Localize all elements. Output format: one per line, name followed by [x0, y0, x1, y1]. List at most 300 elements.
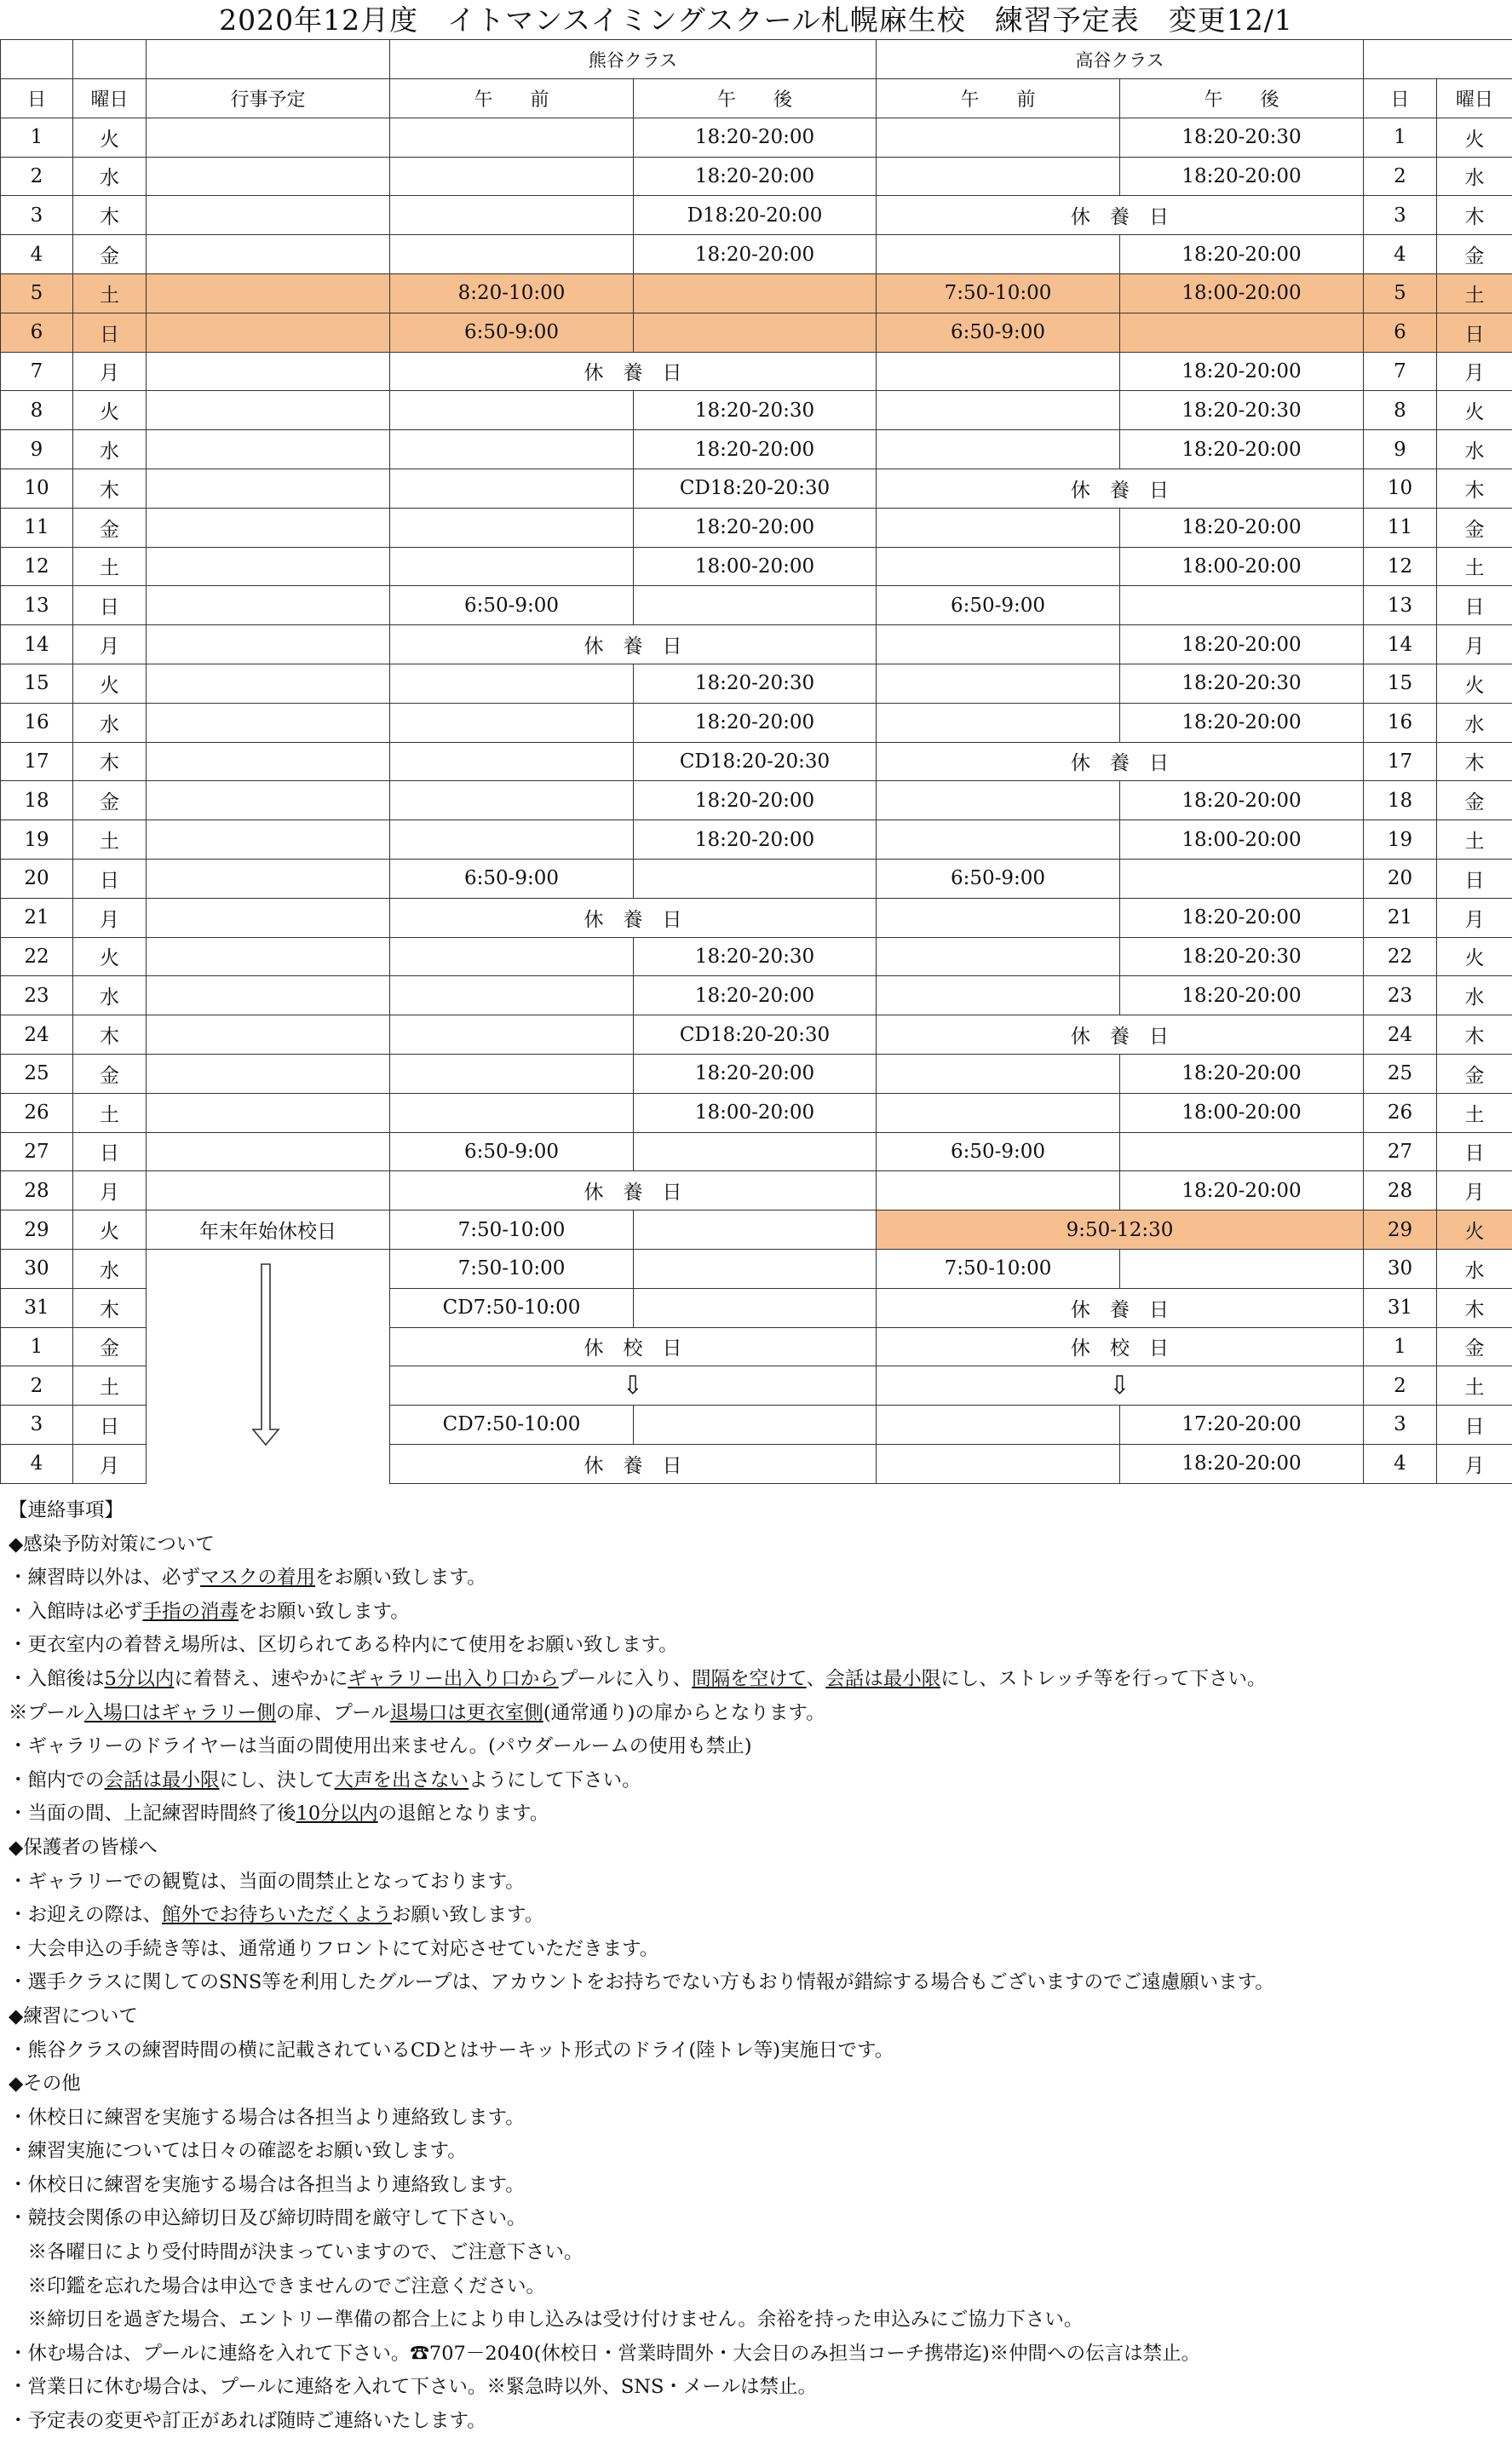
takaya-am-cell: [877, 118, 1120, 157]
schedule-row: [1, 1054, 1512, 1093]
note-line: [9, 1899, 1503, 1933]
kumagaya-am-cell: 7:50-10:00: [390, 1249, 634, 1288]
day-cell-right: 23: [1364, 976, 1437, 1015]
day-cell: 1: [1, 118, 73, 157]
takaya-pm-cell: 18:20-20:00: [1120, 625, 1364, 664]
kumagaya-span-cell: 休 養 日: [390, 625, 877, 664]
note-emphasis: 間隔を空けて: [692, 1667, 807, 1690]
note-line: [9, 2371, 1503, 2405]
day-cell-right: 14: [1364, 625, 1437, 664]
note-line: [9, 2236, 1503, 2270]
day-cell: 2: [1, 157, 73, 196]
day-cell-right: 9: [1364, 430, 1437, 469]
weekday-cell-right: 水: [1437, 430, 1512, 469]
event-cell: [147, 1054, 390, 1093]
note-text: に着替え、速やかに: [174, 1667, 348, 1690]
note-emphasis: 大声を出さない: [334, 1768, 469, 1791]
day-cell-right: 12: [1364, 547, 1437, 586]
weekday-cell-right: 火: [1437, 118, 1512, 157]
header-kumagaya-pm: 午 後: [634, 79, 877, 118]
event-cell: [147, 352, 390, 391]
kumagaya-am-cell: 6:50-9:00: [390, 313, 634, 352]
weekday-cell: 木: [73, 469, 147, 508]
note-text: ※印鑑を忘れた場合は申込できませんのでご注意ください。: [9, 2274, 546, 2297]
weekday-cell-right: 火: [1437, 937, 1512, 976]
weekday-cell: 金: [73, 235, 147, 274]
note-text: の退館となります。: [377, 1803, 549, 1826]
note-text: ・休校日に練習を実施する場合は各担当より連絡致します。: [9, 2106, 525, 2129]
schedule-table: [0, 39, 1512, 1484]
takaya-pm-cell: 18:00-20:00: [1120, 547, 1364, 586]
schedule-row: [1, 586, 1512, 625]
takaya-am-cell: [877, 430, 1120, 469]
takaya-pm-cell: 18:20-20:00: [1120, 781, 1364, 820]
kumagaya-pm-cell: 18:20-20:30: [634, 937, 877, 976]
takaya-am-cell: 6:50-9:00: [877, 586, 1120, 625]
note-text: ・予定表の変更や訂正があれば随時ご連絡いたします。: [9, 2410, 486, 2433]
takaya-am-cell: 6:50-9:00: [877, 313, 1120, 352]
note-line: [9, 1697, 1503, 1731]
kumagaya-am-cell: [390, 391, 634, 430]
weekday-cell: 火: [73, 937, 147, 976]
kumagaya-am-cell: [390, 508, 634, 547]
event-cell: [147, 859, 390, 898]
note-emphasis: マスクの着用: [200, 1567, 316, 1590]
takaya-highlight-cell: 9:50-12:30: [877, 1210, 1364, 1250]
takaya-am-cell: [877, 664, 1120, 703]
note-text: にし、ストレッチ等を行って下さい。: [940, 1667, 1267, 1690]
kumagaya-pm-cell: [634, 1406, 877, 1445]
note-line: [9, 1561, 1503, 1596]
kumagaya-pm-cell: 18:20-20:00: [634, 157, 877, 196]
weekday-cell-right: 月: [1437, 352, 1512, 391]
schedule-row: [1, 547, 1512, 586]
day-cell: 19: [1, 820, 73, 860]
day-cell-right: 18: [1364, 781, 1437, 820]
weekday-cell-right: 月: [1437, 1171, 1512, 1210]
weekday-cell-right: 木: [1437, 742, 1512, 781]
kumagaya-span-cell: 休 養 日: [390, 1444, 877, 1483]
takaya-pm-cell: 17:20-20:00: [1120, 1406, 1364, 1445]
day-cell: 28: [1, 1171, 73, 1210]
kumagaya-am-cell: [390, 937, 634, 976]
day-cell-right: 3: [1364, 196, 1437, 235]
takaya-pm-cell: 18:20-20:30: [1120, 118, 1364, 157]
weekday-cell: 木: [73, 742, 147, 781]
weekday-cell-right: 水: [1437, 157, 1512, 196]
takaya-span-cell: 休 養 日: [877, 196, 1364, 235]
note-text: ・ギャラリーでの観覧は、当面の間禁止となっております。: [9, 1870, 525, 1893]
kumagaya-pm-cell: [634, 1249, 877, 1288]
weekday-cell: 水: [73, 430, 147, 469]
day-cell: 23: [1, 976, 73, 1015]
takaya-pm-cell: 18:00-20:00: [1120, 820, 1364, 860]
day-cell: 16: [1, 703, 73, 742]
schedule-row: [1, 157, 1512, 196]
header-day: 日: [1, 79, 73, 118]
schedule-row: [1, 469, 1512, 508]
kumagaya-pm-cell: 18:20-20:30: [634, 664, 877, 703]
weekday-cell-right: 日: [1437, 313, 1512, 352]
takaya-pm-cell: 18:00-20:00: [1120, 273, 1364, 313]
weekday-cell: 火: [73, 118, 147, 157]
note-text: ※各曜日により受付時間が決まっていますので、ご注意下さい。: [9, 2241, 584, 2264]
note-emphasis: 入場口はギャラリー側: [83, 1701, 276, 1724]
takaya-am-cell: [877, 820, 1120, 860]
kumagaya-span-cell: [390, 1366, 877, 1406]
down-arrow-icon: [251, 1262, 280, 1446]
takaya-pm-cell: 18:20-20:00: [1120, 1054, 1364, 1093]
weekday-cell: 水: [73, 976, 147, 1015]
takaya-am-cell: 7:50-10:00: [877, 273, 1120, 313]
event-cell: [147, 1015, 390, 1055]
takaya-am-cell: [877, 976, 1120, 1015]
takaya-pm-cell: 18:20-20:00: [1120, 508, 1364, 547]
kumagaya-span-cell: 休 養 日: [390, 898, 877, 937]
event-cell: [147, 235, 390, 274]
note-text: ・更衣室内の着替え場所は、区切られてある枠内にて使用をお願い致します。: [9, 1634, 678, 1657]
kumagaya-pm-cell: [634, 859, 877, 898]
takaya-span-cell: [877, 1366, 1364, 1406]
schedule-row: [1, 1327, 1512, 1366]
weekday-cell: 月: [73, 352, 147, 391]
note-line: [9, 1966, 1503, 2000]
takaya-am-cell: [877, 547, 1120, 586]
takaya-am-cell: [877, 508, 1120, 547]
kumagaya-am-cell: 6:50-9:00: [390, 586, 634, 625]
takaya-am-cell: [877, 898, 1120, 937]
note-text: の扉、プール: [275, 1701, 390, 1724]
takaya-pm-cell: 18:20-20:00: [1120, 703, 1364, 742]
note-line: [9, 2067, 1503, 2102]
takaya-span-cell: 休 養 日: [877, 469, 1364, 508]
day-cell-right: 6: [1364, 313, 1437, 352]
weekday-cell-right: 金: [1437, 781, 1512, 820]
schedule-row: [1, 273, 1512, 313]
kumagaya-am-cell: 6:50-9:00: [390, 1132, 634, 1171]
day-cell: 31: [1, 1288, 73, 1327]
day-cell-right: 22: [1364, 937, 1437, 976]
note-emphasis: 手指の消毒: [142, 1600, 239, 1623]
event-cell: [147, 742, 390, 781]
day-cell-right: 31: [1364, 1288, 1437, 1327]
note-line: [9, 1764, 1503, 1798]
event-cell: [147, 820, 390, 860]
note-text: ・大会申込の手続き等は、通常通りフロントにて対応させていただきます。: [9, 1937, 659, 1960]
takaya-pm-cell: [1120, 1249, 1364, 1288]
takaya-am-cell: [877, 391, 1120, 430]
day-cell: 4: [1, 1444, 73, 1483]
event-cell: [147, 976, 390, 1015]
note-text: ・練習時以外は、必ず: [9, 1567, 201, 1590]
event-cell: [147, 625, 390, 664]
note-line: [9, 2034, 1503, 2068]
takaya-pm-cell: 18:20-20:00: [1120, 157, 1364, 196]
weekday-cell-right: 水: [1437, 703, 1512, 742]
weekday-cell: 金: [73, 781, 147, 820]
weekday-cell-right: 日: [1437, 586, 1512, 625]
note-text: ・館内での: [9, 1768, 105, 1791]
weekday-cell-right: 月: [1437, 1444, 1512, 1483]
note-text: ・お迎えの際は、: [9, 1904, 163, 1927]
takaya-am-cell: [877, 352, 1120, 391]
weekday-cell: 火: [73, 664, 147, 703]
schedule-row: [1, 118, 1512, 157]
weekday-cell: 日: [73, 1406, 147, 1445]
takaya-span-cell: 休 養 日: [877, 1288, 1364, 1327]
page-title: 2020年12月度 イトマンスイミングスクール札幌麻生校 練習予定表 変更12/1: [219, 3, 1293, 37]
day-cell: 15: [1, 664, 73, 703]
note-text: ◆その他: [9, 2073, 81, 2096]
event-cell: [147, 937, 390, 976]
day-cell-right: 11: [1364, 508, 1437, 547]
takaya-span-cell: 休 養 日: [877, 1015, 1364, 1055]
weekday-cell: 木: [73, 196, 147, 235]
event-cell: [147, 1444, 390, 1483]
kumagaya-pm-cell: [634, 313, 877, 352]
note-text: ・競技会関係の申込締切日及び締切時間を厳守して下さい。: [9, 2207, 526, 2230]
weekday-cell-right: 水: [1437, 1249, 1512, 1288]
day-cell: 6: [1, 313, 73, 352]
note-text: をお願い致します。: [315, 1567, 486, 1590]
schedule-row: [1, 391, 1512, 430]
takaya-am-cell: [877, 235, 1120, 274]
note-text: ◆保護者の皆様へ: [9, 1836, 158, 1859]
day-cell-right: 29: [1364, 1210, 1437, 1250]
weekday-cell: 水: [73, 157, 147, 196]
weekday-cell: 土: [73, 547, 147, 586]
weekday-cell-right: 水: [1437, 976, 1512, 1015]
schedule-row: [1, 430, 1512, 469]
note-text: ※プール: [9, 1701, 84, 1724]
header-event: 行事予定: [147, 79, 390, 118]
note-line: [9, 1494, 1503, 1528]
kumagaya-pm-cell: [634, 1210, 877, 1250]
header-kumagaya-am: 午 前: [390, 79, 634, 118]
day-cell-right: 13: [1364, 586, 1437, 625]
weekday-cell-right: 月: [1437, 625, 1512, 664]
weekday-cell-right: 金: [1437, 235, 1512, 274]
note-text: ・入館時は必ず: [9, 1600, 143, 1623]
day-cell-right: 1: [1364, 118, 1437, 157]
day-cell: 8: [1, 391, 73, 430]
day-cell: 1: [1, 1327, 73, 1366]
event-cell: [147, 1093, 390, 1132]
takaya-am-cell: [877, 1171, 1120, 1210]
note-text: ようにして下さい。: [469, 1768, 641, 1791]
kumagaya-pm-cell: 18:20-20:30: [634, 391, 877, 430]
day-cell: 13: [1, 586, 73, 625]
day-cell-right: 30: [1364, 1249, 1437, 1288]
weekday-cell: 金: [73, 1054, 147, 1093]
event-cell: [147, 157, 390, 196]
day-cell: 5: [1, 273, 73, 313]
down-arrow-icon: ⇩: [1108, 1370, 1131, 1400]
kumagaya-pm-cell: 18:20-20:00: [634, 1054, 877, 1093]
day-cell: 17: [1, 742, 73, 781]
day-cell-right: 24: [1364, 1015, 1437, 1055]
day-cell: 26: [1, 1093, 73, 1132]
takaya-pm-cell: 18:20-20:00: [1120, 1444, 1364, 1483]
kumagaya-am-cell: 8:20-10:00: [390, 273, 634, 313]
kumagaya-am-cell: [390, 742, 634, 781]
takaya-am-cell: [877, 781, 1120, 820]
note-line: [9, 2270, 1503, 2304]
kumagaya-pm-cell: [634, 273, 877, 313]
day-cell-right: 16: [1364, 703, 1437, 742]
takaya-am-cell: [877, 703, 1120, 742]
weekday-cell-right: 土: [1437, 547, 1512, 586]
weekday-cell-right: 日: [1437, 1406, 1512, 1445]
note-text: ・営業日に休む場合は、プールに連絡を入れて下さい。※緊急時以外、SNS・メールは禁止。: [9, 2376, 817, 2399]
note-emphasis: ギャラリー出入り口から: [348, 1667, 559, 1690]
schedule-row: [1, 976, 1512, 1015]
weekday-cell: 水: [73, 703, 147, 742]
note-text: ◆感染予防対策について: [9, 1533, 215, 1556]
note-line: [9, 2405, 1503, 2439]
schedule-row: [1, 1093, 1512, 1132]
weekday-cell-right: 木: [1437, 469, 1512, 508]
weekday-cell-right: 日: [1437, 859, 1512, 898]
day-cell: 3: [1, 1406, 73, 1445]
day-cell-right: 27: [1364, 1132, 1437, 1171]
day-cell-right: 17: [1364, 742, 1437, 781]
day-cell: 30: [1, 1249, 73, 1288]
weekday-cell-right: 火: [1437, 664, 1512, 703]
weekday-cell-right: 月: [1437, 898, 1512, 937]
takaya-pm-cell: [1120, 313, 1364, 352]
notes-section: [9, 1494, 1503, 2439]
schedule-row: [1, 664, 1512, 703]
event-cell: [147, 898, 390, 937]
schedule-row: [1, 508, 1512, 547]
weekday-cell: 土: [73, 1366, 147, 1406]
weekday-cell: 火: [73, 391, 147, 430]
takaya-am-cell: [877, 1054, 1120, 1093]
takaya-am-cell: [877, 1444, 1120, 1483]
takaya-pm-cell: 18:20-20:00: [1120, 235, 1364, 274]
kumagaya-pm-cell: D18:20-20:00: [634, 196, 877, 235]
takaya-pm-cell: 18:20-20:00: [1120, 1171, 1364, 1210]
header-day-right: 日: [1364, 79, 1437, 118]
weekday-cell-right: 火: [1437, 1210, 1512, 1250]
kumagaya-am-cell: [390, 547, 634, 586]
note-line: [9, 1832, 1503, 1866]
kumagaya-am-cell: [390, 1054, 634, 1093]
takaya-am-cell: [877, 1093, 1120, 1132]
kumagaya-am-cell: [390, 664, 634, 703]
weekday-cell-right: 土: [1437, 1366, 1512, 1406]
day-cell: 9: [1, 430, 73, 469]
takaya-am-cell: [877, 625, 1120, 664]
day-cell-right: 26: [1364, 1093, 1437, 1132]
takaya-am-cell: [877, 937, 1120, 976]
kumagaya-pm-cell: 18:20-20:00: [634, 781, 877, 820]
takaya-am-cell: 6:50-9:00: [877, 1132, 1120, 1171]
event-cell: [147, 508, 390, 547]
schedule-row: [1, 1171, 1512, 1210]
weekday-cell: 月: [73, 898, 147, 937]
kumagaya-pm-cell: 18:00-20:00: [634, 1093, 877, 1132]
day-cell: 25: [1, 1054, 73, 1093]
event-cell: [147, 430, 390, 469]
schedule-row: [1, 1406, 1512, 1445]
day-cell-right: 1: [1364, 1327, 1437, 1366]
kumagaya-pm-cell: 18:20-20:00: [634, 976, 877, 1015]
weekday-cell: 土: [73, 1093, 147, 1132]
takaya-pm-cell: 18:20-20:00: [1120, 898, 1364, 937]
kumagaya-am-cell: [390, 1093, 634, 1132]
note-text: にし、決して: [219, 1768, 335, 1791]
takaya-am-cell: 7:50-10:00: [877, 1249, 1120, 1288]
kumagaya-am-cell: CD7:50-10:00: [390, 1406, 634, 1445]
note-text: ・選手クラスに関してのSNS等を利用したグループは、アカウントをお持ちでない方もおり情報が錯綜する場合もございますのでご遠慮願います。: [9, 1971, 1274, 1994]
weekday-cell: 木: [73, 1015, 147, 1055]
note-text: ・当面の間、上記練習時間終了後: [9, 1803, 296, 1826]
day-cell: 2: [1, 1366, 73, 1406]
takaya-pm-cell: 18:00-20:00: [1120, 1093, 1364, 1132]
header-takaya-am: 午 前: [877, 79, 1120, 118]
takaya-pm-cell: 18:20-20:00: [1120, 430, 1364, 469]
note-text: ・入館後は: [9, 1667, 105, 1690]
weekday-cell-right: 土: [1437, 273, 1512, 313]
header-weekday: 曜日: [73, 79, 147, 118]
kumagaya-pm-cell: [634, 1132, 877, 1171]
note-line: [9, 1933, 1503, 1967]
schedule-row: [1, 742, 1512, 781]
kumagaya-pm-cell: 18:20-20:00: [634, 118, 877, 157]
weekday-cell: 月: [73, 1444, 147, 1483]
schedule-row: [1, 1132, 1512, 1171]
schedule-row: [1, 352, 1512, 391]
day-cell: 29: [1, 1210, 73, 1250]
schedule-row: [1, 898, 1512, 937]
note-emphasis: 館外でお待ちいただくよう: [162, 1904, 393, 1927]
day-cell: 14: [1, 625, 73, 664]
schedule-row: [1, 937, 1512, 976]
note-emphasis: 退場口は更衣室側: [389, 1701, 543, 1724]
kumagaya-pm-cell: 18:20-20:00: [634, 820, 877, 860]
group-takaya: 高谷クラス: [877, 40, 1364, 79]
takaya-span-cell: 休 校 日: [877, 1327, 1364, 1366]
note-line: [9, 2202, 1503, 2236]
takaya-pm-cell: 18:20-20:30: [1120, 391, 1364, 430]
note-text: ・ギャラリーのドライヤーは当面の間使用出来ません。(パウダールームの使用も禁止): [9, 1735, 752, 1758]
schedule-row: [1, 781, 1512, 820]
schedule-row: [1, 1015, 1512, 1055]
schedule-row: [1, 1288, 1512, 1327]
day-cell: 10: [1, 469, 73, 508]
note-text: 【連絡事項】: [9, 1499, 124, 1521]
event-cell: [147, 273, 390, 313]
weekday-cell: 金: [73, 508, 147, 547]
note-line: [9, 2135, 1503, 2169]
note-line: [9, 2169, 1503, 2203]
takaya-pm-cell: 18:20-20:30: [1120, 937, 1364, 976]
weekday-cell-right: 金: [1437, 1327, 1512, 1366]
header-weekday-right: 曜日: [1437, 79, 1512, 118]
kumagaya-am-cell: [390, 196, 634, 235]
weekday-cell: 木: [73, 1288, 147, 1327]
day-cell: 7: [1, 352, 73, 391]
takaya-am-cell: [877, 157, 1120, 196]
day-cell: 22: [1, 937, 73, 976]
note-emphasis: 会話は最小限: [825, 1667, 941, 1690]
kumagaya-pm-cell: [634, 1288, 877, 1327]
weekday-cell: 日: [73, 859, 147, 898]
takaya-am-cell: [877, 1406, 1120, 1445]
event-cell: [147, 664, 390, 703]
